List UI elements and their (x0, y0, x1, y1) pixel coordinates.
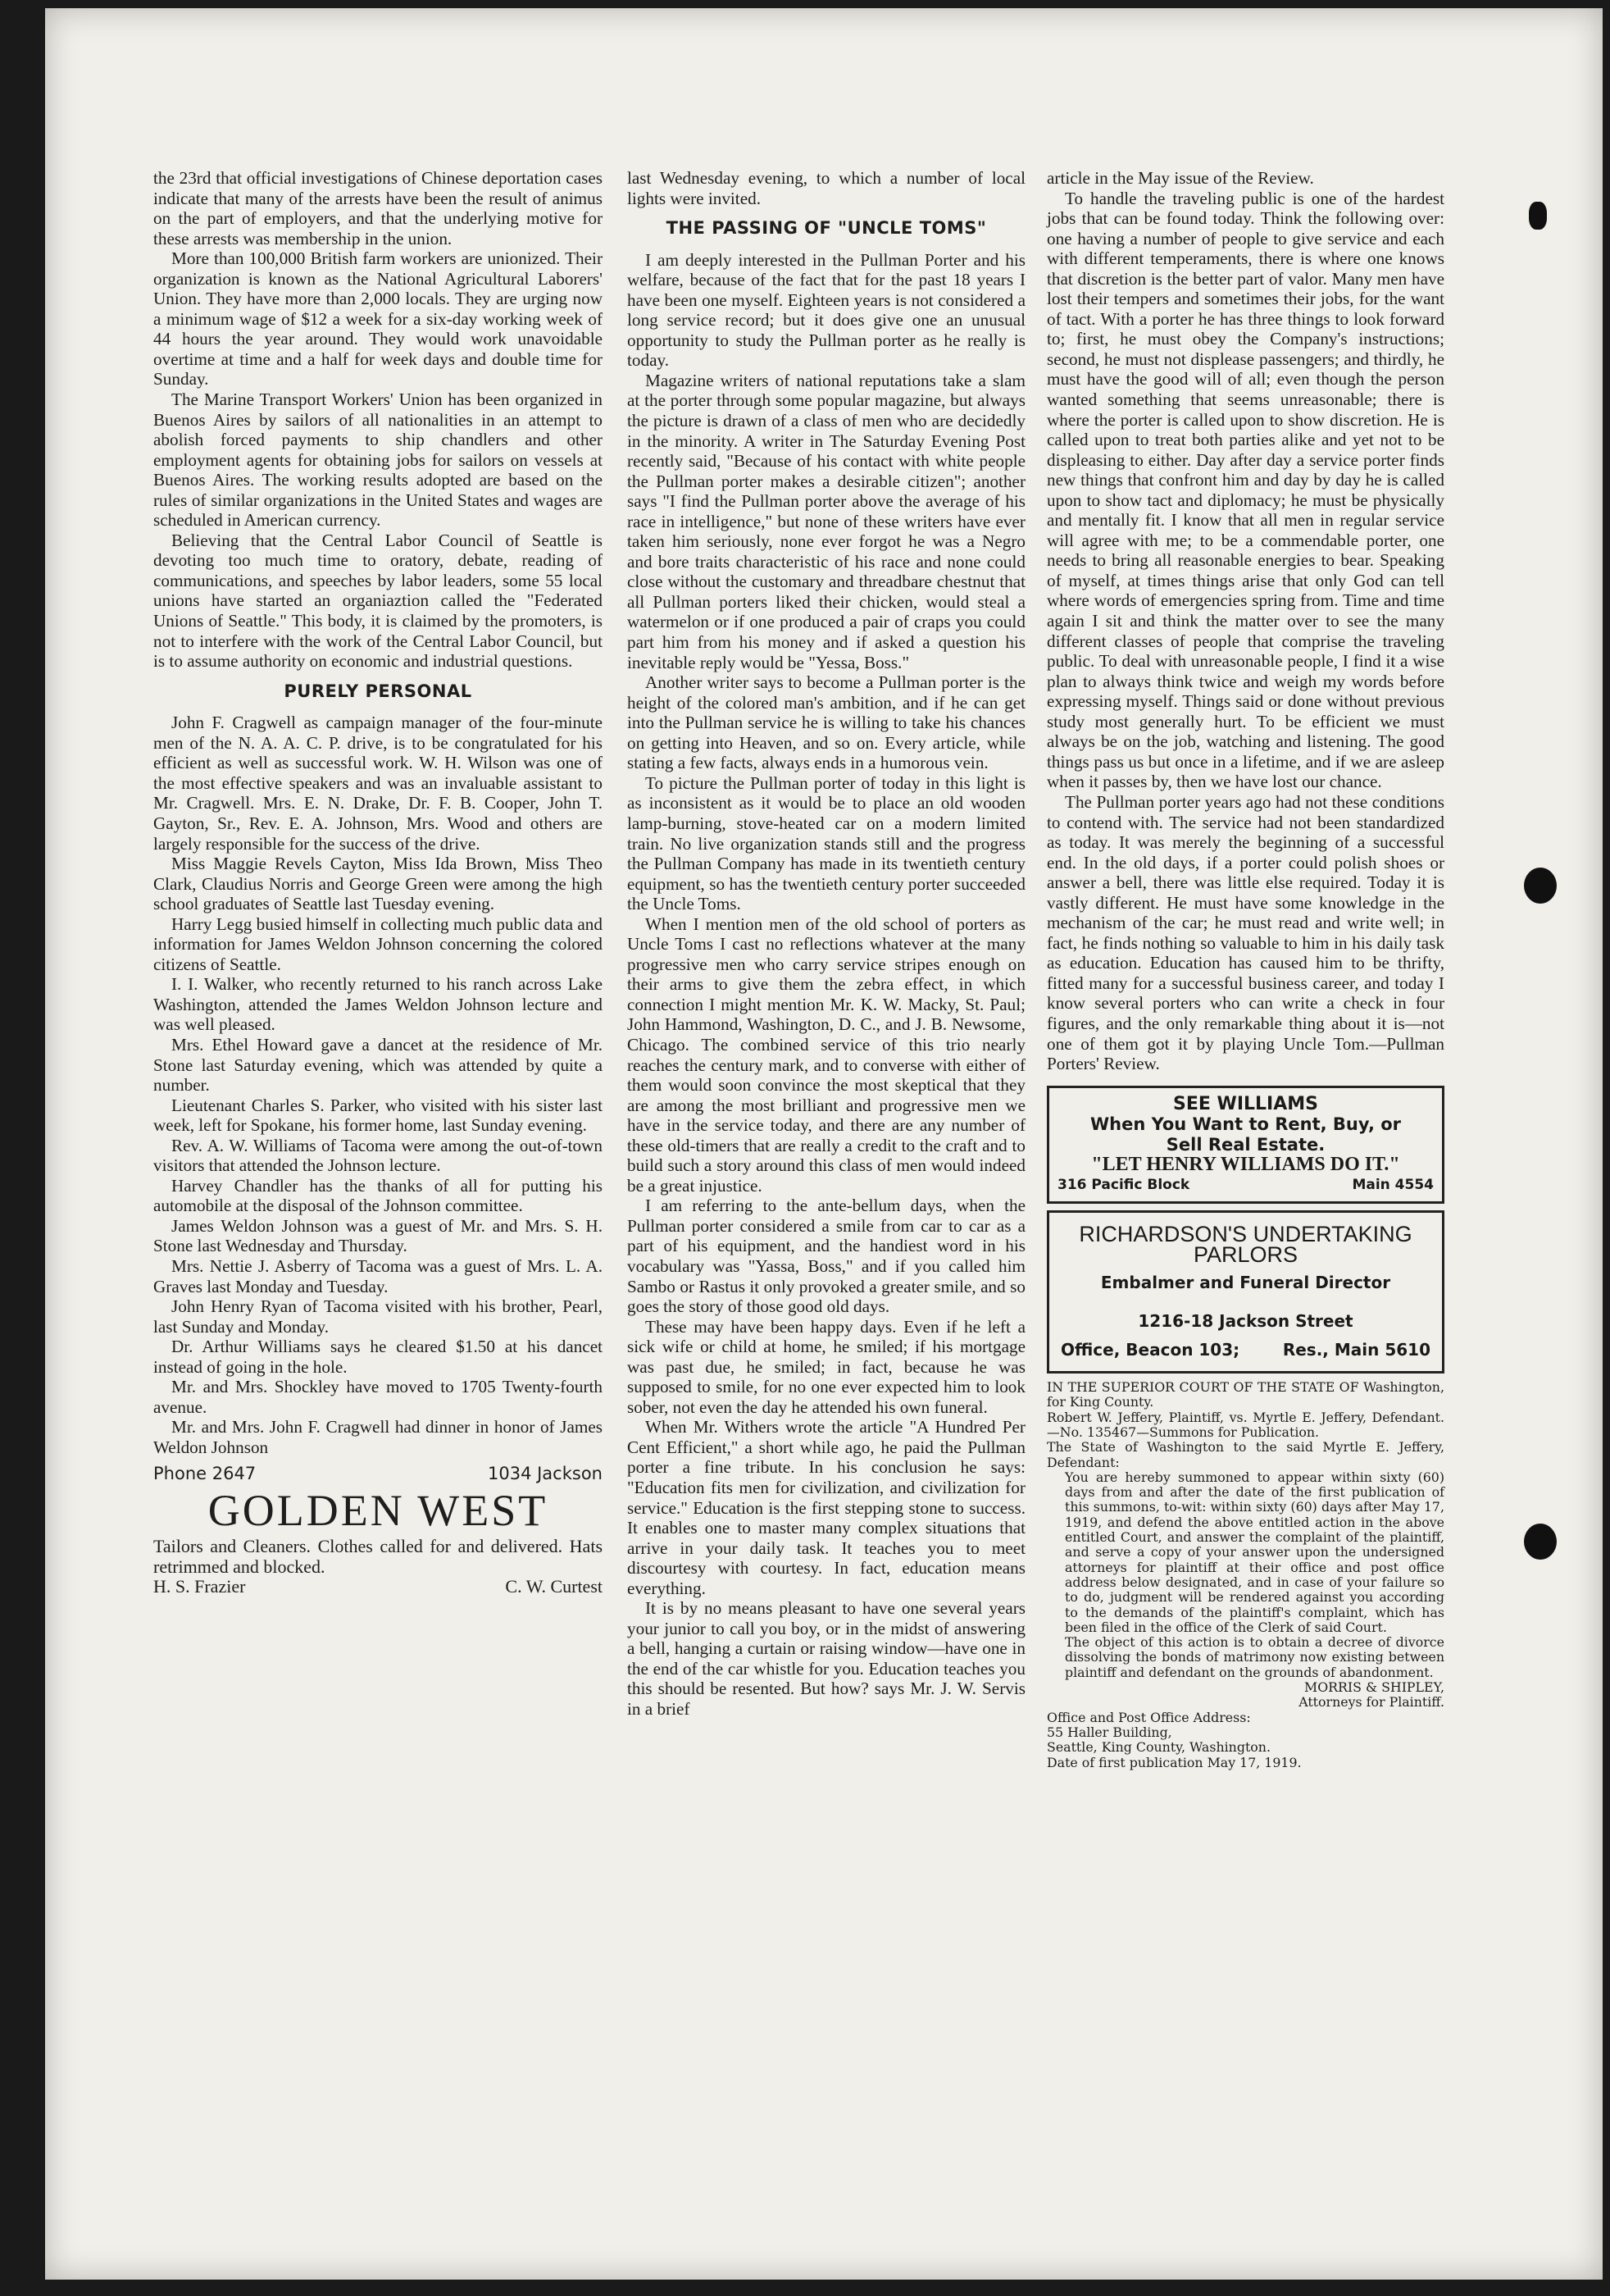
paragraph: These may have been happy days. Even if he left a sick wife or child at home, he smiled; if his mortgage was past due, he smiled; in fact, because he was supposed to smile, for no one ever expected him to look sober, not even the day he attended his own funeral. (627, 1316, 1026, 1417)
paragraph: Another writer says to become a Pullman porter is the height of the colored man's ambition, and if he can get into the Pullman service he is willing to take his chances on getting into Heaven, and so on. Every article, while stating a few facts, always ends in a humorous vein. (627, 672, 1026, 773)
column-1 (153, 168, 603, 1597)
legal-notice-summons (1047, 1380, 1444, 1770)
legal-body: You are hereby summoned to appear within sixty (60) days from and after the date of the first publication of this summons, to-wit: within sixty (60) days after May 17, 1919, and defend the above entitled action in the above entitled Court, and answer the complaint of the plaintiff, and serve a copy of your answer upon the undersigned attorneys for plaintiff at their office and post office address below designated, and in case of your failure so to do, judgment will be rendered against you according to the demands of the plaintiff's complaint, which has been filed in the office of the Clerk of said Court. (1065, 1469, 1444, 1635)
ad-office-phone: Office, Beacon 103; (1061, 1339, 1240, 1360)
paragraph: John F. Cragwell as campaign manager of the four-minute men of the N. A. A. C. P. drive, is to be congratulated for his efficient as well as successful work. W. H. Wilson was one of the most effective speakers and was an invaluable assistant to Mr. Cragwell. Mrs. E. N. Drake, Dr. F. B. Cooper, John T. Gayton, Sr., Rev. E. A. Johnson, Mrs. Wood and others are largely responsible for the success of the drive. (153, 713, 603, 854)
column-3 (1047, 168, 1444, 1770)
paragraph: Mrs. Nettie J. Asberry of Tacoma was a guest of Mrs. L. A. Graves last Monday and Tuesday. (153, 1255, 603, 1296)
paragraph: I am deeply interested in the Pullman Porter and his welfare, because of the fact that for the past 18 years I have been one myself. Eighteen years is not considered a long service record; but it does give one an unusual opportunity to study the Pullman porter as he really is today. (627, 249, 1026, 371)
legal-publication-date: Date of first publication May 17, 1919. (1047, 1754, 1302, 1770)
ad-line: Sell Real Estate. (1166, 1134, 1326, 1155)
paragraph: Mr. and Mrs. Shockley have moved to 1705 Twenty-fourth avenue. (153, 1377, 603, 1417)
section-heading-purely-personal: PURELY PERSONAL (284, 681, 472, 701)
paragraph: It is by no means pleasant to have one several years your junior to call you boy, or in the midst of answering a bell, hanging a curtain or raising window—have one in the end of the car whistle for you. Education teaches you this should be resented. But how? says Mr. J. W. Servis in a brief (627, 1598, 1026, 1720)
legal-body: The object of this action is to obtain a decree of divorce dissolving the bonds of matrimony now existing between plaintiff and defendant on the grounds of abandonment. (1065, 1634, 1444, 1680)
paragraph: I am referring to the ante-bellum days, when the Pullman porter considered a smile from car to car as a part of his equipment, and the handiest word in his vocabulary was "Yassa, Boss," and if you called him Sambo or Rastus it only provoked a greater smile, and so goes the story of those good old days. (627, 1196, 1026, 1317)
binding-hole-top (1529, 202, 1547, 230)
paragraph-continued: article in the May issue of the Review. (1047, 168, 1314, 188)
ad-phone: Main 4554 (1352, 1176, 1434, 1193)
binding-hole-bottom (1524, 1524, 1557, 1560)
paragraph: More than 100,000 British farm workers are unionized. Their organization is known as the National Agricultural Laborers' Union. They have more than 2,000 locals. They are urging now a minimum wage of $12 a week for a six-day working week of 44 hours the year around. They would work unavoidable overtime at time and a half for week days and double time for Sunday. (153, 248, 603, 390)
ad-phone: Phone 2647 (153, 1464, 257, 1484)
ad-address: 316 Pacific Block (1057, 1176, 1190, 1193)
paragraph: Magazine writers of national reputations take a slam at the porter through some popular magazine, but always the picture is drawn of a class of men who are decidedly in the minority. A writer in The Saturday Evening Post recently said, "Because of his contact with white people the Pullman porter makes a desirable citizen"; another says "I find the Pullman porter above the average of his race in intelligence," but none of these writers have ever taken him seriously, none ever forgot he was a Negro and bore traits characteristic of his race and none could close without the customary and threadbare chestnut that all Pullman porters liked their chicken, would steal a watermelon or if one produced a pair of craps you could part him from his money and if asked a question his inevitable reply would be "Yessa, Boss." (627, 370, 1026, 672)
ad-line: When You Want to Rent, Buy, or (1089, 1114, 1402, 1135)
ad-title: RICHARDSON'S UNDERTAKING (1079, 1222, 1412, 1247)
paragraph: To handle the traveling public is one of the hardest jobs that can be found today. Think the following over: one having a number of people to give service and each with different temperaments, there is where one knows that discretion is the better part of valor. Many men have lost their tempers and sometimes their jobs, for the want of tact. With a porter he has three things to look forward to; first, he must obey the Company's instructions; second, he must not displease passengers; and thirdly, he must have the good will of all; even though the person wanted something that seems unreasonable; there is where the porter is called upon to show discretion. He is called upon to treat both parties alike and yet not to be displeasing to either. Day after day a service porter finds new things that confront him and day by day he is called upon to show tact and diplomacy; he must be physically and mentally fit. I know that all men in regular service will agree with me; to be a commendable porter, one needs to bring all reasonable energies to bear. Speaking of myself, at times things arise that only God can tell where words of emergencies spring from. Time and time again I sit and think the matter over to see the many different classes of people that comprise the traveling public. To deal with unreasonable people, I find it a wise plan to always think twice and weigh my words before expressing myself. Things said or done without previous study most generally hurt. To be efficient we must always be on the job, watching and listening. The good things pass us but once in a lifetime, and if we are asleep when it passes by, then we have lost our chance. (1047, 188, 1444, 792)
paragraph: Mrs. Ethel Howard gave a dancet at the residence of Mr. Stone last Saturday evening, which was attended by quite a number. (153, 1034, 603, 1096)
paragraph: Miss Maggie Revels Cayton, Miss Ida Brown, Miss Theo Clark, Claudius Norris and George Green were among the high school graduates of Seattle last Tuesday evening. (153, 854, 603, 914)
paragraph: John Henry Ryan of Tacoma visited with his brother, Pearl, last Sunday and Monday. (153, 1296, 603, 1337)
legal-parties: Robert W. Jeffery, Plaintiff, vs. Myrtle E. Jeffery, Defendant.—No. 135467—Summons for Publication. (1047, 1409, 1444, 1440)
ad-business-name: GOLDEN WEST (207, 1486, 548, 1535)
paragraph: James Weldon Johnson was a guest of Mr. and Mrs. S. H. Stone last Wednesday and Thursday. (153, 1215, 603, 1256)
ad-proprietor-right: C. W. Curtest (505, 1576, 603, 1597)
paragraph-continued: last Wednesday evening, to which a number of local lights were invited. (627, 168, 1026, 208)
paragraph: Harvey Chandler has the thanks of all for putting his automobile at the disposal of the Johnson committee. (153, 1175, 603, 1216)
paragraph: When I mention men of the old school of porters as Uncle Toms I cast no reflections whatever at the many progressive men who carry service stripes enough on their arms to give them the zebra effect, in which connection I might mention Mr. K. W. Macky, St. Paul; John Hammond, Washington, D. C., and J. B. Newsome, Chicago. The combined service of this trio nearly reaches the century mark, and to converse with either of them would soon convince the most skeptical that they are among the most brilliant and progressive men we have in the service today, and there are any number of these old-timers that are really a credit to the craft and to build such a story around this class of men would indeed be a great injustice. (627, 913, 1026, 1196)
binding-hole-middle (1524, 868, 1557, 904)
paragraph: Believing that the Central Labor Council of Seattle is devoting too much time to oratory, debate, reading of communications, and speeches by labor leaders, some 55 local unions have started an organiaztion called the "Federated Unions of Seattle." This body, it is claimed by the promoters, is not to interfere with the work of the Central Labor Council, but is to assume authority on economic and industrial questions. (153, 530, 603, 672)
paragraph: Rev. A. W. Williams of Tacoma were among the out-of-town visitors that attended the Johnson lecture. (153, 1135, 603, 1176)
article-heading-uncle-toms: THE PASSING OF "UNCLE TOMS" (666, 218, 987, 239)
paragraph: Harry Legg busied himself in collecting much public data and information for James Weldon Johnson concerning the colored citizens of Seattle. (153, 913, 603, 974)
legal-attorneys-role: Attorneys for Plaintiff. (1298, 1694, 1444, 1711)
ad-address: 1034 Jackson (488, 1464, 603, 1484)
paragraph: Lieutenant Charles S. Parker, who visited with his sister last week, left for Spokane, his former home, last Sunday evening. (153, 1095, 603, 1136)
paragraph: The Pullman porter years ago had not these conditions to contend with. The service had not been standardized as today. It was merely the beginning of a successful end. In the old days, if a porter could polish shoes or answer a bell, there was little else required. Today it is vastly different. He must have some knowledge in the mechanism of the car; he must read and write well; in fact, he finds nothing so valuable to him in his daily task as education. Education has caused him to be thrifty, fitted many for a successful business career, and today I know several porters who can write a check in four figures, and the only remarkable thing about it is—not one of them got it by playing Uncle Tom.—Pullman Porters' Review. (1047, 791, 1444, 1074)
legal-address: Seattle, King County, Washington. (1047, 1739, 1271, 1756)
ad-subtitle: Embalmer and Funeral Director (1100, 1273, 1391, 1293)
williams-real-estate-ad (1047, 1086, 1444, 1205)
richardson-undertaking-ad (1047, 1210, 1444, 1374)
legal-addressee: The State of Washington to the said Myrtle E. Jeffery, Defendant: (1047, 1439, 1444, 1470)
ad-address: 1216-18 Jackson Street (1138, 1310, 1353, 1331)
paragraph: the 23rd that official investigations of Chinese deportation cases indicate that many of the arrests have been the result of animus on the part of employers, and that the underlying motive for these arrests was membership in the union. (153, 168, 603, 248)
ad-slogan: "LET HENRY WILLIAMS DO IT." (1091, 1154, 1400, 1176)
legal-office-label: Office and Post Office Address: (1047, 1709, 1251, 1725)
ad-description: Tailors and Cleaners. Clothes called for and delivered. Hats retrimmed and blocked. (153, 1536, 603, 1577)
paragraph: The Marine Transport Workers' Union has been organized in Buenos Aires by sailors of all nationalities in an attempt to abolish forced payments to ship chandlers and other employment agents for obtaining jobs for sailors on vessels at Buenos Aires. The working results adopted are based on the rules of similar organizations in the United States and wages are scheduled in American currency. (153, 390, 603, 531)
legal-attorneys: MORRIS & SHIPLEY, (1304, 1679, 1444, 1696)
paragraph: Dr. Arthur Williams says he cleared $1.50 at his dancet instead of going in the hole. (153, 1337, 603, 1377)
paragraph: Mr. and Mrs. John F. Cragwell had dinner in honor of James Weldon Johnson (153, 1417, 603, 1457)
personal-notes (153, 713, 603, 1457)
ad-proprietor-left: H. S. Frazier (153, 1576, 246, 1597)
paragraph: When Mr. Withers wrote the article "A Hundred Per Cent Efficient," a short while ago, he paid the Pullman porter a fine tribute. In his conclusion he says: "Education fits men for civilization, and civilization for service." Education is the first stepping stone to success. It enables one to master many complex situations that arrive in your daily task. It teaches you to meet discourtesy with courtesy. In fact, education means everything. (627, 1417, 1026, 1598)
column-2 (627, 168, 1026, 1720)
paragraph: To picture the Pullman porter of today in this light is as inconsistent as it would be to place an old wooden lamp-burning, stove-heated car on a modern limited train. No live organization stands still and the progress the Pullman Company has made in its twentieth century equipment, so has the twentieth century porter succeeded the Uncle Toms. (627, 772, 1026, 914)
legal-address: 55 Haller Building, (1047, 1724, 1172, 1740)
labor-news (153, 168, 603, 672)
ad-title: PARLORS (1193, 1241, 1298, 1267)
golden-west-ad (153, 1464, 603, 1597)
paragraph: I. I. Walker, who recently returned to his ranch across Lake Washington, attended the James Weldon Johnson lecture and was well pleased. (153, 974, 603, 1035)
ad-line: SEE WILLIAMS (1173, 1093, 1318, 1114)
ad-residence-phone: Res., Main 5610 (1282, 1339, 1430, 1360)
legal-court: IN THE SUPERIOR COURT OF THE STATE OF Washington, for King County. (1047, 1379, 1444, 1410)
article-body (627, 250, 1026, 1720)
